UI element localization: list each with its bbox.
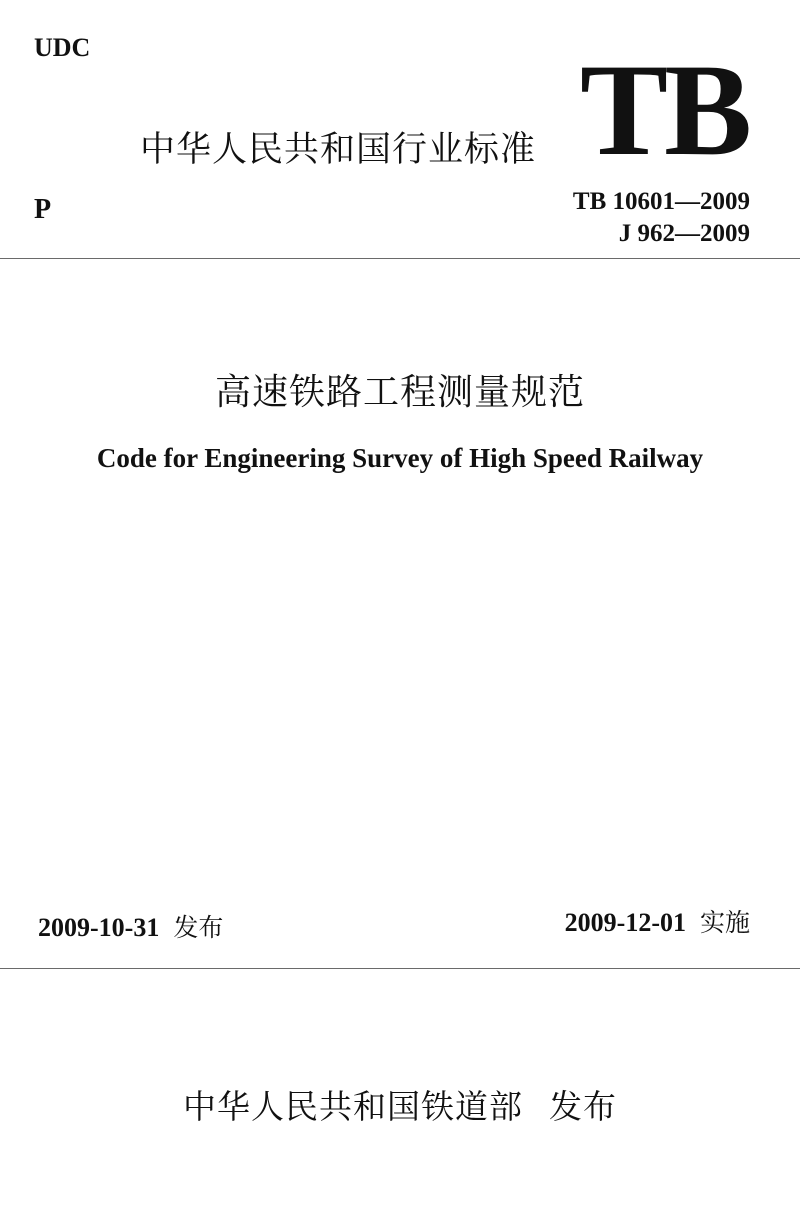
record-number: J 962—2009 [618, 220, 750, 247]
publisher-line [0, 1085, 800, 1129]
title-chinese: 高速铁路工程测量规范 [214, 372, 585, 413]
standard-number: TB 10601—2009 [572, 188, 750, 215]
classification-code: P [34, 194, 52, 225]
top-divider [0, 258, 800, 259]
issue-date: 2009-10-31 [38, 913, 160, 942]
issue-date-line [38, 910, 223, 946]
issue-label: 发布 [173, 913, 224, 942]
publish-label: 发布 [549, 1087, 617, 1126]
implement-date: 2009-12-01 [564, 908, 686, 937]
publisher-name: 中华人民共和国铁道部 [183, 1087, 523, 1126]
bottom-divider [0, 968, 800, 969]
standard-type-heading: 中华人民共和国行业标准 [140, 130, 537, 170]
standard-numbers [573, 186, 750, 250]
udc-label: UDC [34, 33, 91, 62]
tb-logo: TB [580, 36, 749, 183]
title-english: Code for Engineering Survey of High Speed Railway [96, 443, 704, 473]
implement-label: 实施 [699, 908, 750, 937]
implement-date-line [565, 905, 750, 941]
